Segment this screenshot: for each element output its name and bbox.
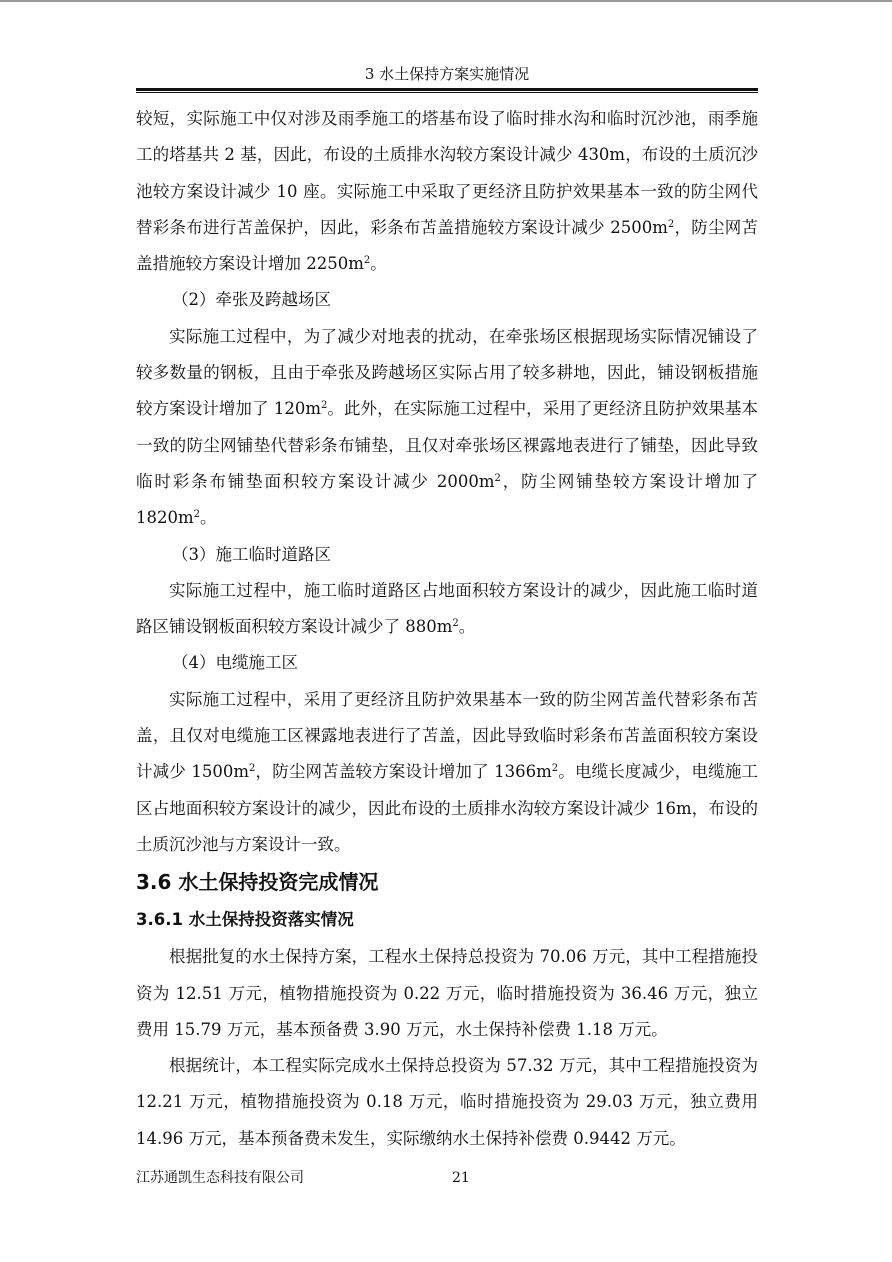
paragraph-actual-investment: 根据统计，本工程实际完成水土保持总投资为 57.32 万元，其中工程措施投资为 12.21 万元，植物措施投资为 0.18 万元，临时措施投资为 29.03 万元，独立费用 14.96 万元，基本预备费未发生，实际缴纳水土保持补偿费 0.9442 万元。	[136, 1056, 758, 1148]
subsection-title: 3.6.1 水土保持投资落实情况	[136, 910, 354, 930]
heading-tension-area: （2）牵张及跨越场区	[172, 290, 331, 310]
footer-company: 江苏通凯生态科技有限公司	[136, 1170, 304, 1186]
paragraph-text: ，防尘网铺垫较方案设计增加了 1820m	[136, 471, 758, 528]
superscript: 2	[494, 472, 501, 484]
header-rule-thick	[136, 88, 758, 91]
paragraph-approved-investment: 根据批复的水土保持方案，工程水土保持总投资为 70.06 万元，其中工程措施投资为 12.51 万元，植物措施投资为 0.22 万元，临时措施投资为 36.46 万元，独立费用 15.79 万元，基本预备费 3.90 万元，水土保持补偿费 1.18 万元。	[136, 947, 758, 1039]
superscript: 2	[551, 763, 559, 775]
paragraph-text: 实际施工过程中，为了减少对地表的扰动，在牵张场区根据现场实际情况铺设了较多数量的钢板，且由于牵张及跨越场区实际占用了较多耕地，因此，铺设钢板措施较方案设计增加了 120m	[136, 326, 758, 419]
paragraph-tension-area	[136, 319, 758, 537]
paragraph-temp-road-area	[136, 573, 758, 646]
paragraph-cable-area	[136, 682, 758, 863]
paragraph-text: ，防尘网苫盖措施较方案设计增加 2250m	[136, 217, 758, 274]
running-header: 3 水土保持方案实施情况	[364, 65, 530, 83]
page-top-border	[0, 0, 892, 2]
superscript: 2	[193, 509, 201, 521]
paragraph-text: ，防尘网苫盖较方案设计增加了 1366m	[255, 762, 552, 782]
paragraph-text: 实际施工过程中，施工临时道路区占地面积较方案设计的减少，因此施工临时道路区铺设钢板面积较方案设计减少了 880m	[136, 580, 758, 637]
superscript: 2	[667, 218, 675, 230]
paragraph-text: 。	[200, 508, 217, 528]
superscript: 2	[363, 255, 371, 267]
paragraph-text: 。	[458, 617, 476, 637]
paragraph-text: 实际施工过程中，采用了更经济且防护效果基本一致的防尘网苫盖代替彩条布苫盖，且仅对电缆施工区裸露地表进行了苫盖，因此导致临时彩条布苫盖面积较方案设计减少 1500m	[136, 689, 758, 782]
section-title: 3.6 水土保持投资完成情况	[136, 870, 379, 895]
page-content	[136, 101, 758, 1157]
superscript: 2	[249, 763, 256, 775]
paragraph-text: 较短，实际施工中仅对涉及雨季施工的塔基布设了临时排水沟和临时沉沙池，雨季施工的塔基共 2 基，因此，布设的土质排水沟较方案设计减少 430m，布设的土质沉沙池较方案设计减少 10 座。实际施工中采取了更经济且防护效果基本一致的防尘网代替彩条布进行苫盖保护，因此，彩条布苫盖措施较方案设计减少 2500m	[136, 109, 758, 237]
superscript: 2	[320, 400, 328, 412]
heading-cable-area: （4）电缆施工区	[172, 653, 298, 673]
paragraph-text: 。此外，在实际施工过程中，采用了更经济且防护效果基本一致的防尘网铺垫代替彩条布铺垫，且仅对牵张场区裸露地表进行了铺垫，因此导致临时彩条布铺垫面积较方案设计减少 2000m	[136, 399, 759, 491]
paragraph-tower-measures	[136, 101, 758, 282]
superscript: 2	[452, 618, 459, 630]
heading-temp-road-area: （3）施工临时道路区	[172, 544, 331, 564]
paragraph-text: 。	[370, 254, 387, 274]
header-rule-thin	[136, 92, 758, 93]
paragraph-text: 。电缆长度减少，电缆施工区占地面积较方案设计的减少，因此布设的土质排水沟较方案设计减少 16m，布设的土质沉沙池与方案设计一致。	[136, 762, 759, 854]
page-number: 21	[452, 1170, 470, 1186]
